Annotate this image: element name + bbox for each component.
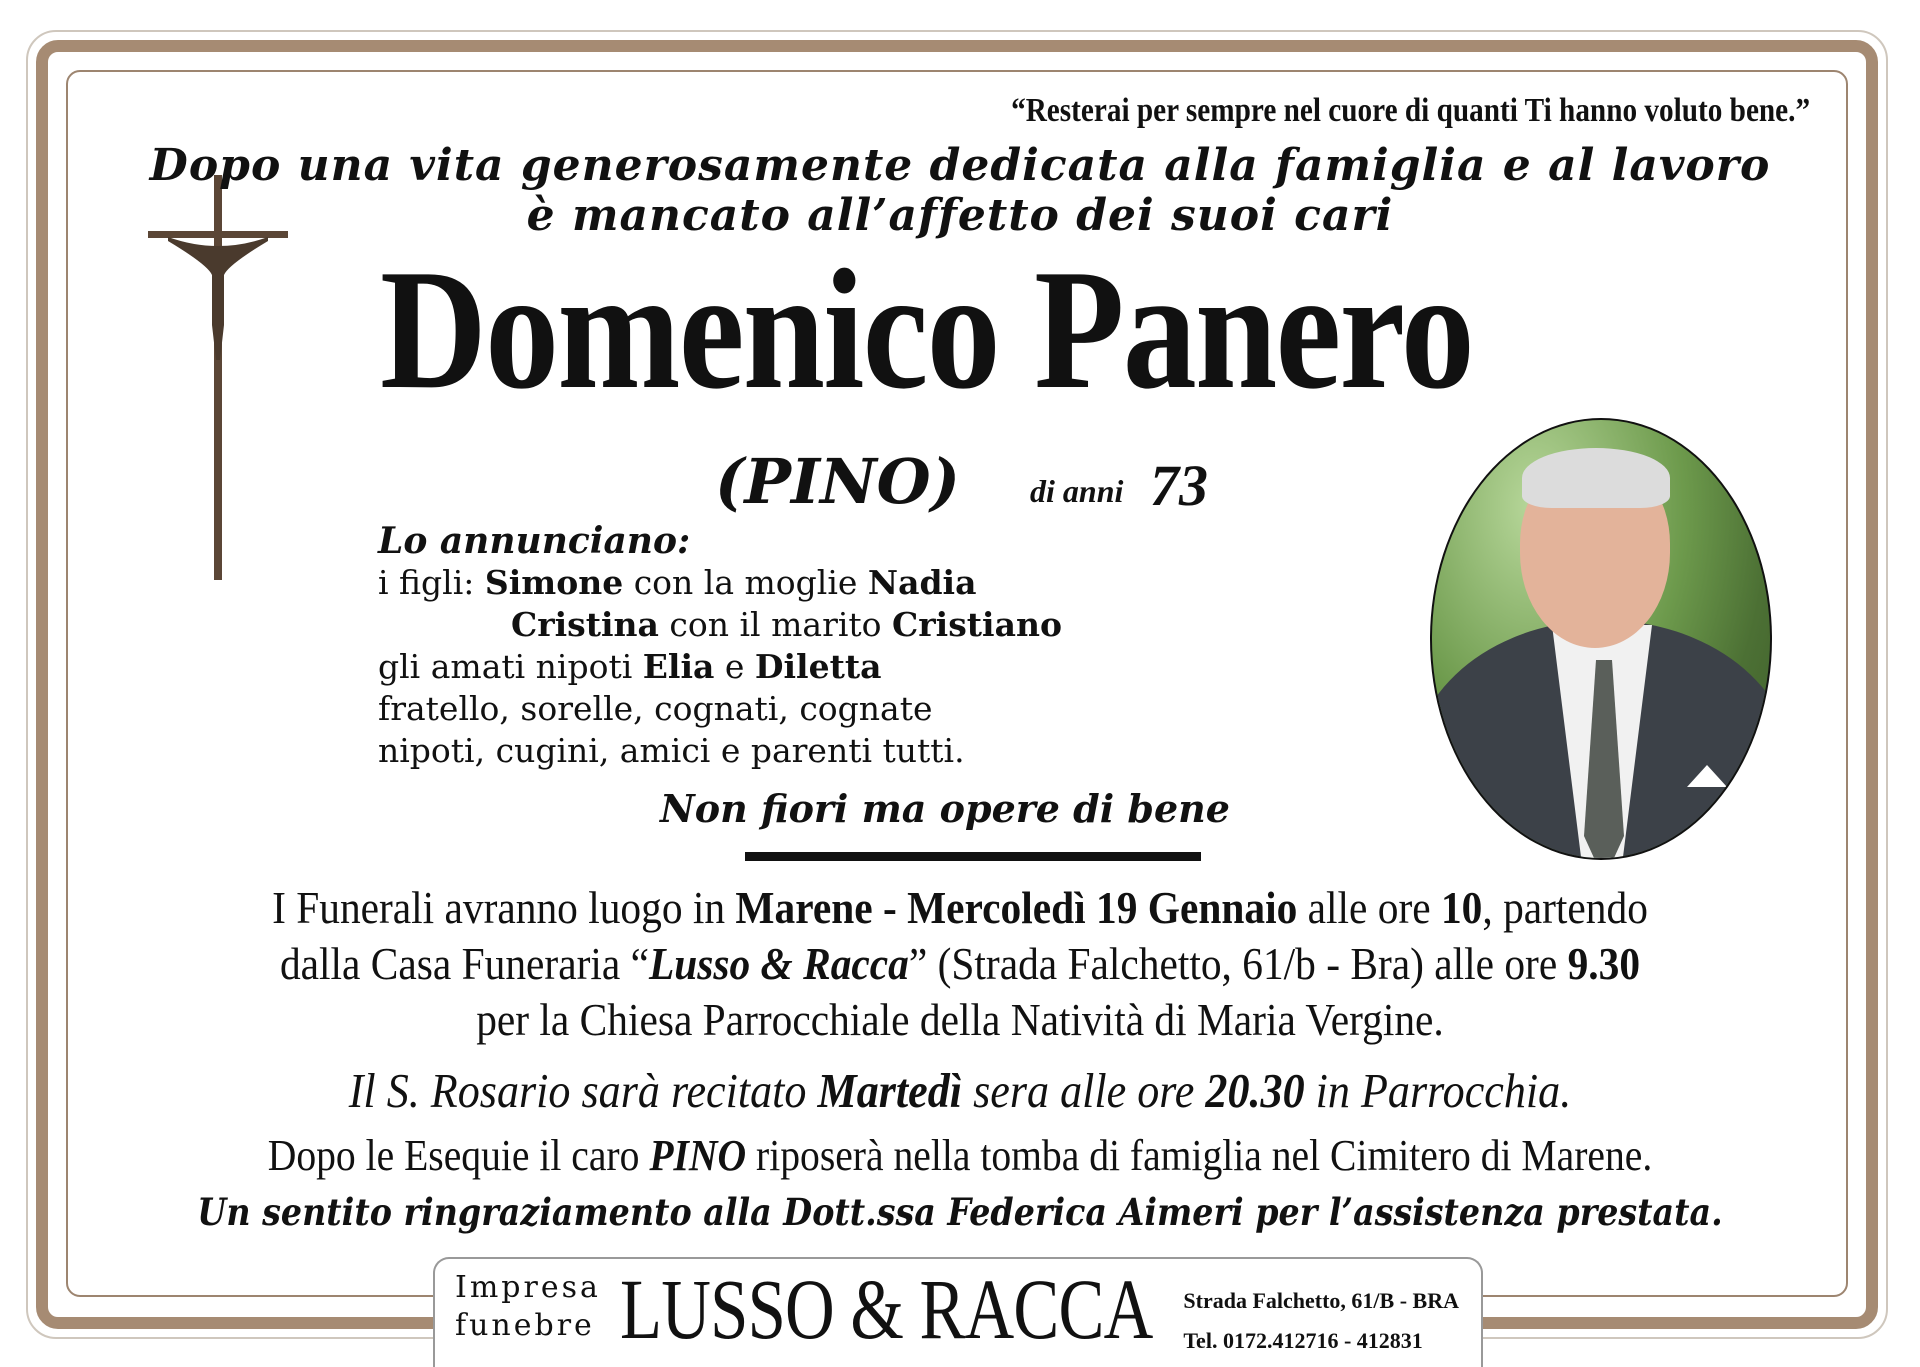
separator: - <box>872 882 908 933</box>
funeral-date: Mercoledì 19 Gennaio <box>907 882 1298 933</box>
text: Dopo le Esequie il caro <box>267 1131 650 1180</box>
departure-time: 9.30 <box>1567 938 1641 989</box>
grandchild-name: Elia <box>642 647 715 686</box>
text: alle ore <box>1297 882 1441 933</box>
intro-line-2: è mancato all’affetto dei suoi cari <box>526 190 1394 241</box>
photo-hair <box>1522 448 1670 508</box>
company-type-line-1: Impresa <box>455 1270 601 1305</box>
spouse-name: Nadia <box>867 563 977 602</box>
company-name: LUSSO & RACCA <box>620 1261 1153 1357</box>
funeral-line-2 <box>96 936 1824 992</box>
announcement-block <box>378 520 1062 772</box>
conjunction: e <box>714 647 755 686</box>
children-line-1 <box>378 562 1062 604</box>
memorial-quote: “Resterai per sempre nel cuore di quanti Ti hanno voluto bene.” <box>1010 92 1810 129</box>
funeral-time: 10 <box>1440 882 1483 933</box>
siblings-line: fratello, sorelle, cognati, cognate <box>378 689 933 728</box>
burial-name: PINO <box>649 1131 747 1180</box>
funeral-place: Marene <box>735 882 873 933</box>
deceased-nickname: (PINO) <box>715 445 960 518</box>
age-label: di anni <box>1030 473 1124 509</box>
no-flowers-note: Non fiori ma opere di bene <box>660 786 1230 831</box>
funeral-line-3: per la Chiesa Parrocchiale della Natività di Maria Vergine. <box>476 994 1444 1045</box>
company-phone: Tel. 0172.412716 - 412831 <box>1183 1328 1423 1353</box>
relation-text: con la moglie <box>623 563 868 602</box>
company-address: Strada Falchetto, 61/B - BRA <box>1183 1288 1459 1313</box>
company-contact <box>1183 1281 1459 1361</box>
text: dalla Casa Funeraria “ <box>279 938 649 989</box>
children-label: i figli: <box>378 563 475 602</box>
rosary-time: 20.30 <box>1205 1063 1305 1118</box>
funeral-house: Lusso & Racca <box>648 938 909 989</box>
portrait-photo <box>1430 418 1772 860</box>
text: in Parrocchia. <box>1304 1063 1572 1118</box>
text: riposerà nella tomba di famiglia nel Cimitero di Marene. <box>746 1131 1653 1180</box>
funeral-home-footer <box>433 1257 1483 1367</box>
intro-line-1: Dopo una vita generosamente dedicata alla famiglia e al lavoro <box>149 140 1771 191</box>
age-value: 73 <box>1150 453 1208 518</box>
text: sera alle ore <box>962 1063 1206 1118</box>
rosary-line <box>96 1062 1824 1119</box>
text: , partendo <box>1482 882 1648 933</box>
company-type-line-2: funebre <box>455 1308 595 1343</box>
rosary-day: Martedì <box>817 1063 963 1118</box>
funeral-details <box>96 880 1824 1048</box>
divider-line <box>745 852 1201 861</box>
company-type <box>455 1269 601 1345</box>
child-name: Cristina <box>511 605 659 644</box>
burial-line <box>96 1130 1824 1181</box>
funeral-line-1 <box>96 880 1824 936</box>
grandchildren-line <box>378 646 1062 688</box>
grandchildren-prefix: gli amati nipoti <box>378 647 643 686</box>
spouse-name: Cristiano <box>892 605 1062 644</box>
thanks-line: Un sentito ringraziamento alla Dott.ssa Federica Aimeri per l’assistenza prestata. <box>197 1190 1723 1234</box>
text: Il S. Rosario sarà recitato <box>348 1063 818 1118</box>
text: ” (Strada Falchetto, 61/b - Bra) alle ore <box>908 938 1568 989</box>
grandchild-name: Diletta <box>754 647 882 686</box>
announcement-title: Lo annunciano: <box>378 520 691 562</box>
relatives-line: nipoti, cugini, amici e parenti tutti. <box>378 731 965 770</box>
deceased-name: Domenico Panero <box>380 235 1473 425</box>
text: I Funerali avranno luogo in <box>272 882 736 933</box>
child-name: Simone <box>484 563 624 602</box>
children-line-2 <box>378 604 1062 646</box>
relation-text: con il marito <box>658 605 893 644</box>
